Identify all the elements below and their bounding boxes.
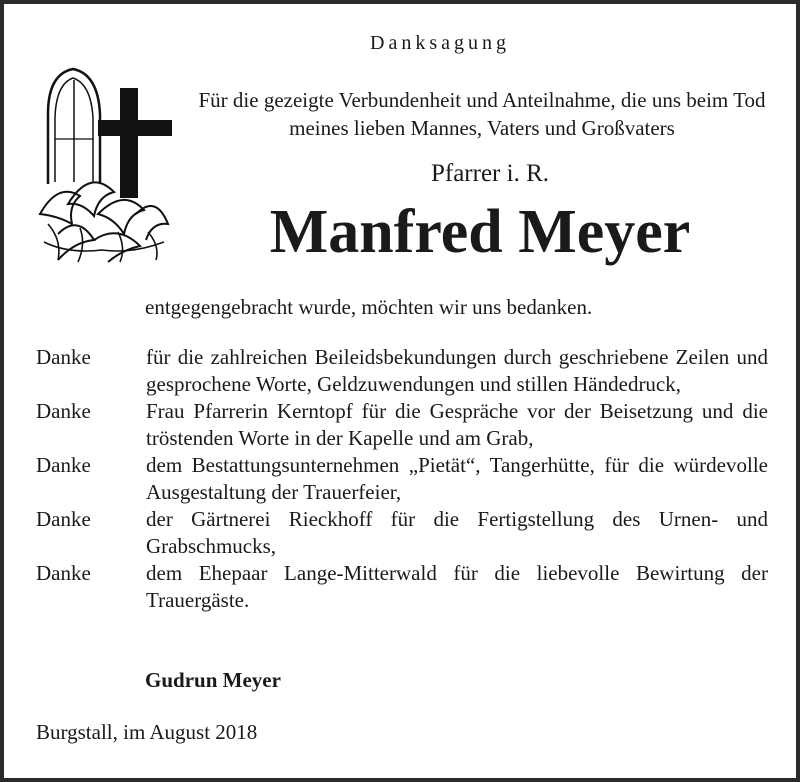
thanks-label: Danke <box>36 399 91 423</box>
thanks-item <box>36 398 768 452</box>
thanks-item <box>36 506 768 560</box>
thanks-text: der Gärtnerei Rieckhoff für die Fertigstellung des Urnen- und Grabschmucks, <box>146 507 768 558</box>
thanks-text: für die zahlreichen Beileidsbekundungen durch geschriebene Zeilen und gesprochene Worte, Geldzuwendungen und stillen Händedruck, <box>146 345 768 396</box>
thanks-label: Danke <box>36 345 91 369</box>
thanks-label: Danke <box>36 507 91 531</box>
deceased-title: Pfarrer i. R. <box>430 160 550 187</box>
thanks-item <box>36 344 768 398</box>
thanks-text: dem Ehepaar Lange-Mitterwald für die liebevolle Bewirtung der Trauergäste. <box>146 561 768 612</box>
thanks-label: Danke <box>36 453 91 477</box>
thanks-item <box>36 560 768 614</box>
thanks-label: Danke <box>36 561 91 585</box>
heading: Danksagung <box>370 32 510 54</box>
deceased-name: Manfred Meyer <box>269 198 691 266</box>
thanks-text: dem Bestattungsunternehmen „Pietät“, Tangerhütte, für die würdevolle Ausgestaltung der Trauerfeier, <box>146 453 768 504</box>
intro-text: Für die gezeigte Verbundenheit und Anteilnahme, die uns beim Tod meines lieben Mannes, Vaters und Großvaters <box>198 88 766 140</box>
thanks-text: Frau Pfarrerin Kerntopf für die Gespräche vor der Beisetzung und die tröstenden Worte in der Kapelle und am Grab, <box>146 399 768 450</box>
signature: Gudrun Meyer <box>145 668 281 692</box>
closing-text: entgegengebracht wurde, möchten wir uns bedanken. <box>145 295 593 319</box>
thanks-list <box>36 344 768 614</box>
thanks-item <box>36 452 768 506</box>
place-date: Burgstall, im August 2018 <box>36 720 258 744</box>
cross-window-lily-icon <box>28 64 178 264</box>
